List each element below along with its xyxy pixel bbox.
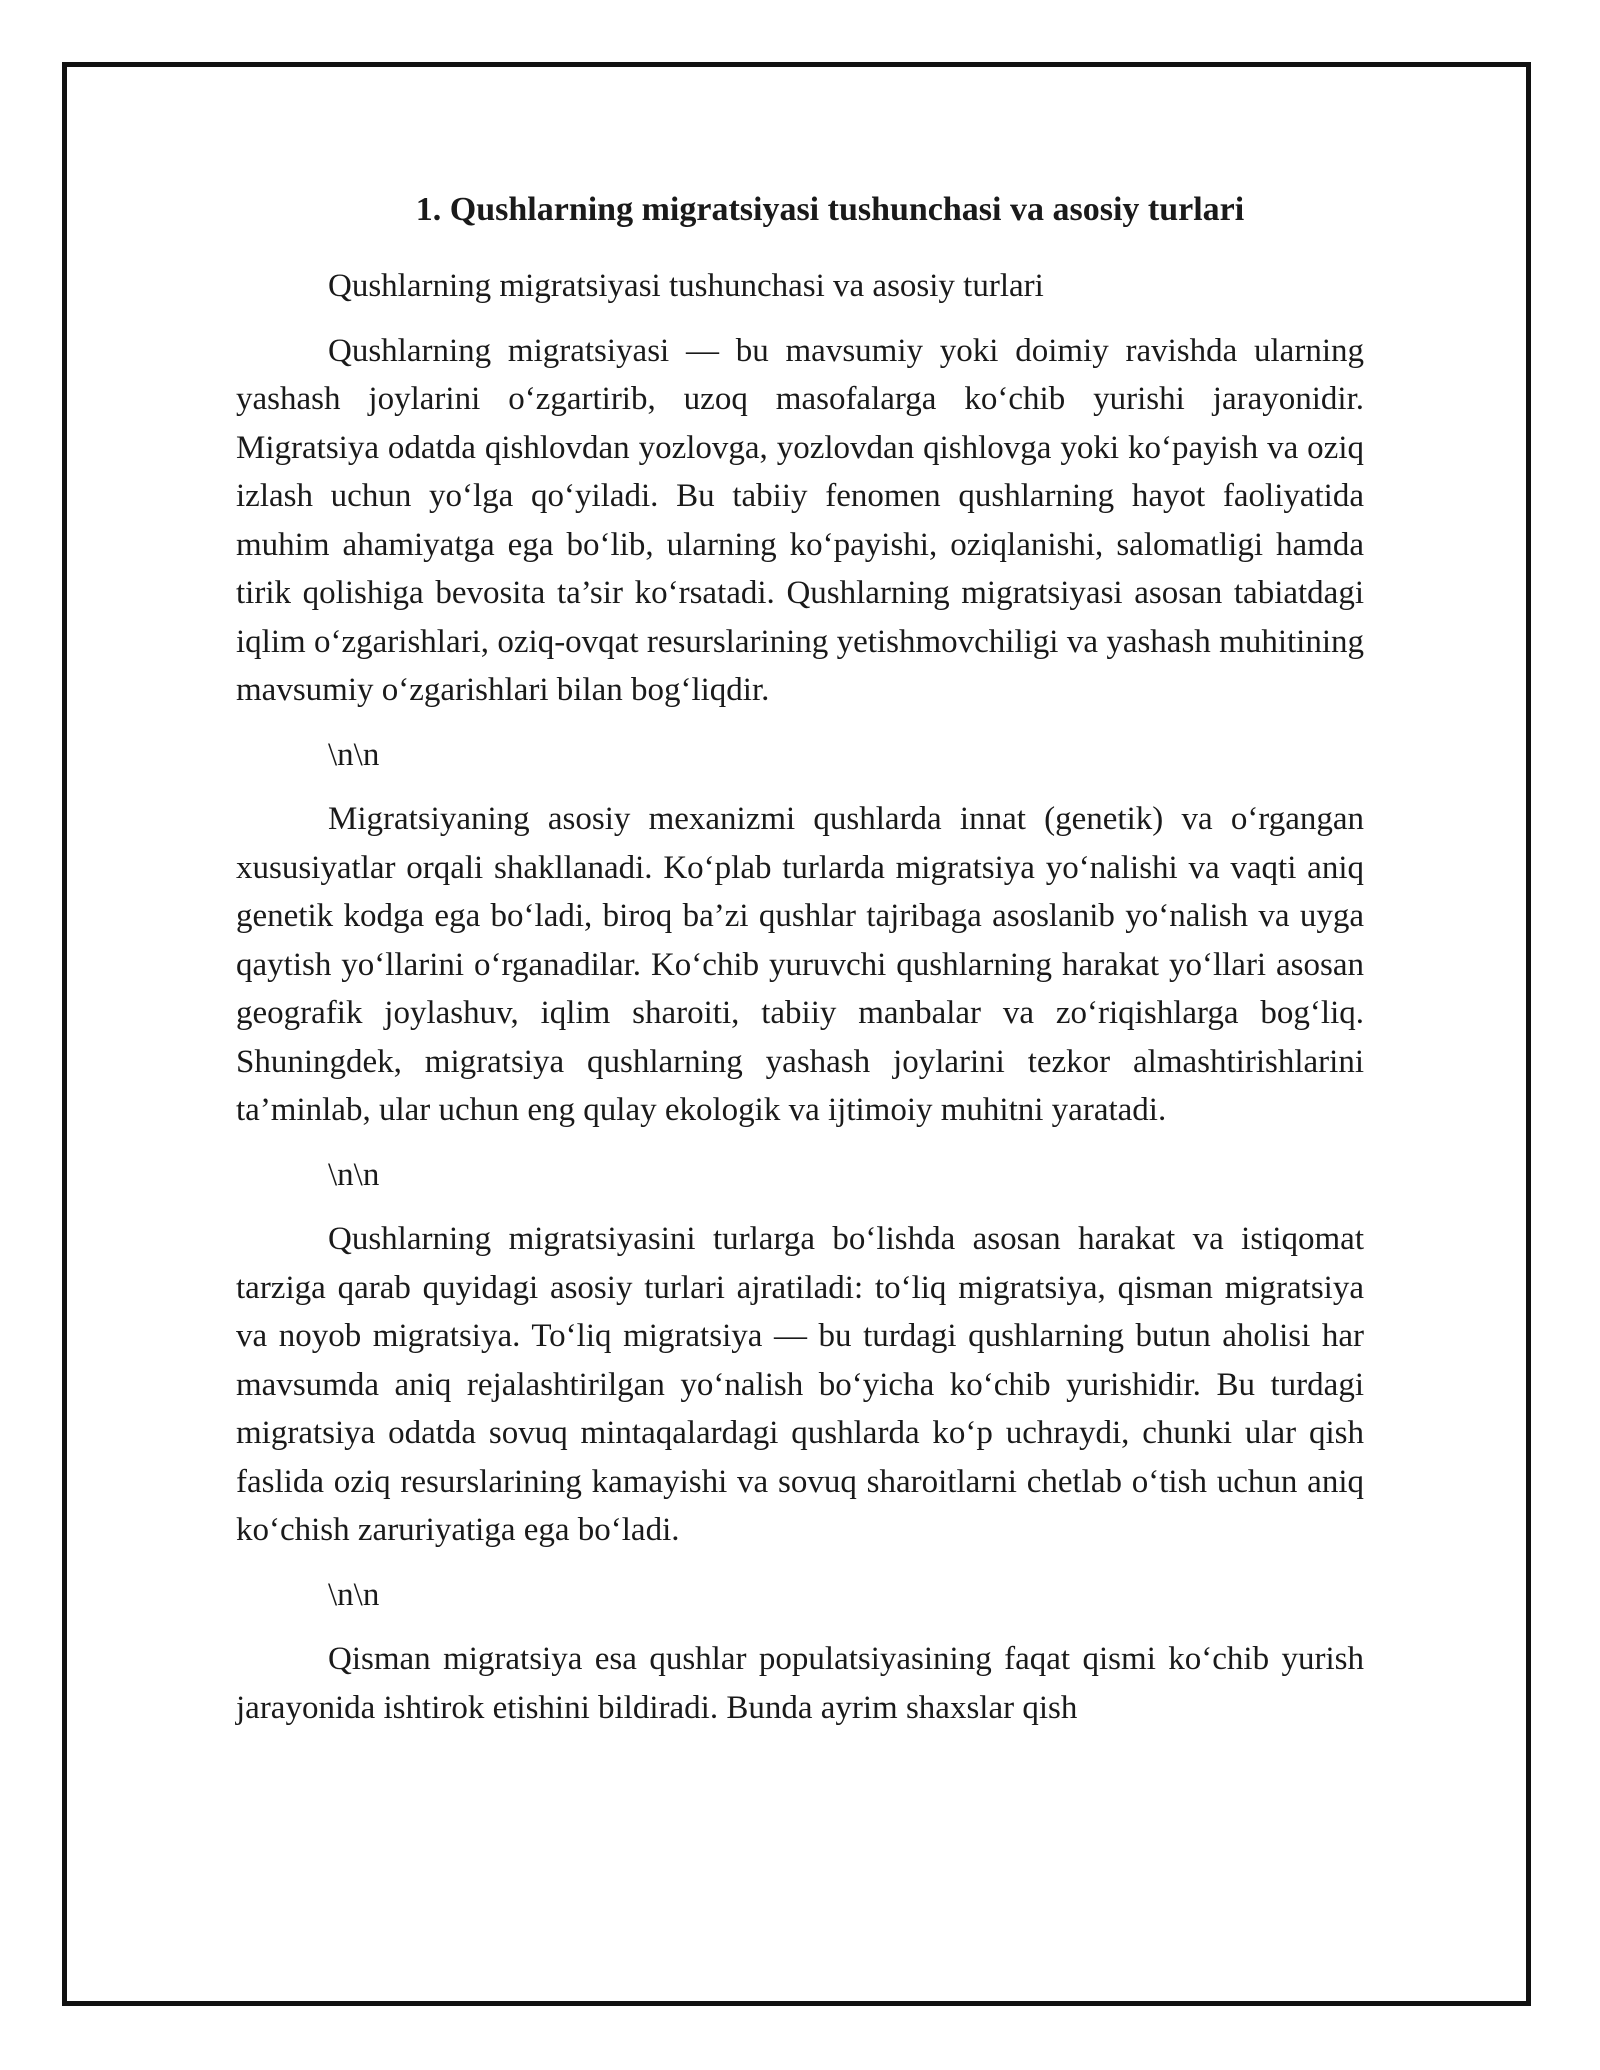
paragraph-separator-3: \n\n	[328, 1576, 380, 1613]
paragraph-separator-1: \n\n	[328, 736, 380, 773]
paragraph-1: Qushlarning migratsiyasi — bu mavsumiy yoki doimiy ravishda ularning yashash joylarini o‘zgartirib, uzoq masofalarga ko‘chib yurishi jarayonidir. Migratsiya odatda qishlovdan yozlovga, yozlovdan qishlovga yoki ko‘payish va oziq izlash uchun yo‘lga qo‘yiladi. Bu tabiiy fenomen qushlarning hayot faoliyatida muhim ahamiyatga ega bo‘lib, ularning ko‘payishi, oziqlanishi, salomatligi hamda tirik qolishiga bevosita ta’sir ko‘rsatadi. Qushlarning migratsiyasi asosan tabiatdagi iqlim o‘zgarishlari, oziq-ovqat resurslarining yetishmovchiligi va yashash muhitining mavsumiy o‘zgarishlari bilan bog‘liqdir.	[236, 332, 1364, 708]
section-heading: 1. Qushlarning migratsiyasi tushunchasi va asosiy turlari	[415, 191, 1245, 228]
section-subtitle: Qushlarning migratsiyasi tushunchasi va asosiy turlari	[328, 268, 1044, 304]
paragraph-2: Migratsiyaning asosiy mexanizmi qushlarda innat (genetik) va o‘rgangan xususiyatlar orqali shakllanadi. Ko‘plab turlarda migratsiya yo‘nalishi va vaqti aniq genetik kodga ega bo‘ladi, biroq ba’zi qushlar tajribaga asoslanib yo‘nalish va uyga qaytish yo‘llarini o‘rganadilar. Ko‘chib yuruvchi qushlarning harakat yo‘llari asosan geografik joylashuv, iqlim sharoiti, tabiiy manbalar va zo‘riqishlarga bog‘liq. Shuningdek, migratsiya qushlarning yashash joylarini tezkor almashtirishlarini ta’minlab, ular uchun eng qulay ekologik va ijtimoiy muhitni yaratadi.	[236, 801, 1364, 1128]
paragraph-separator-2: \n\n	[328, 1156, 380, 1193]
paragraph-3: Qushlarning migratsiyasini turlarga bo‘lishda asosan harakat va istiqomat tarziga qarab quyidagi asosiy turlari ajratiladi: to‘liq migratsiya, qisman migratsiya va noyob migratsiya. To‘liq migratsiya — bu turdagi qushlarning butun aholisi har mavsumda aniq rejalashtirilgan yo‘nalish bo‘yicha ko‘chib yurishidir. Bu turdagi migratsiya odatda sovuq mintaqalardagi qushlarda ko‘p uchraydi, chunki ular qish faslida oziq resurslarining kamayishi va sovuq sharoitlarni chetlab o‘tish uchun aniq ko‘chish zaruriyatiga ega bo‘ladi.	[236, 1221, 1364, 1548]
paragraph-4: Qisman migratsiya esa qushlar populatsiyasining faqat qismi ko‘chib yurish jarayonida ishtirok etishini bildiradi. Bunda ayrim shaxslar qish	[236, 1641, 1364, 1726]
document-body	[236, 186, 1364, 1732]
